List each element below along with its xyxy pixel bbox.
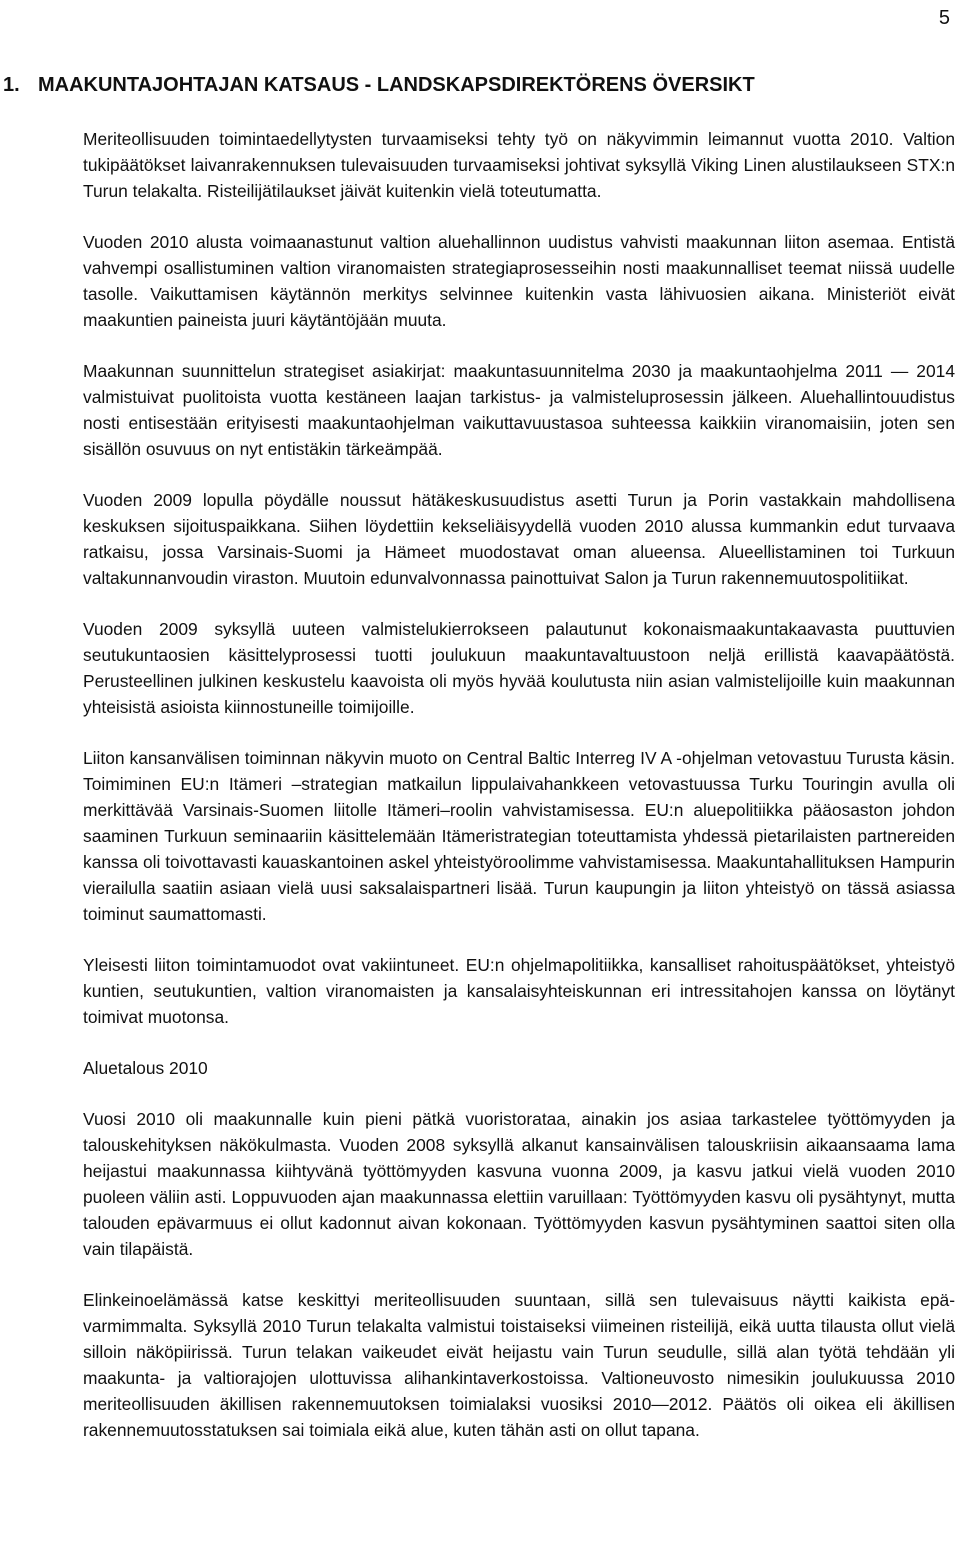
section-number: 1.	[3, 74, 20, 96]
paragraph-elinkeinoelama: Elinkeinoelämässä katse keskittyi meriteollisuuden suuntaan, sillä sen tulevaisuus näytti kaikista epävarmimmalta. Syksyllä 2010 Turun telakalta valmistui toistaiseksi viimeinen risteilijä, eikä uutta tilausta ollut vielä silloin näköpiirissä. Turun telakan vaikeudet eivät heijastu vain Turun seudulle, sillä alan työtä tehdään yli maakunta- ja valtiorajojen ulottuvissa alihankintaverkostoissa. Valtioneuvosto nimesikin joulukuussa 2010 meriteollisuuden äkillisen rakennemuutoksen toimialaksi vuosiksi 2010—2012. Päätös oli oikea eli äkillisen rakennemuutosstatuksen sai toimiala eikä alue, kuten tähän asti on ollut tapana.	[83, 1290, 955, 1440]
paragraph-hatakeskus: Vuoden 2009 lopulla pöydälle noussut hätäkeskusuudistus asetti Turun ja Porin vastakkain mahdollisena keskuksen sijoituspaikkana. Siihen löydettiin kekseliäisyydellä vuoden 2010 alussa kummankin edut turvaava ratkaisu, jossa Varsinais-Suomi ja Hämeet muodostavat oman alueensa. Alueellistaminen toi Turkuun valtakunnanvoudin viraston. Muutoin edunvalvonnassa painottuivat Salon ja Turun rakennemuutospolitiikat.	[83, 490, 955, 588]
paragraph-kansainvalinen-toiminta: Liiton kansanvälisen toiminnan näkyvin muoto on Central Baltic Interreg IV A -ohjelman vetovastuu Turusta käsin. Toimiminen EU:n Itämeri –strategian matkailun lippulaivahankkeen vetovastuussa Turku Touringin avulla oli merkittävää Varsinais-Suomen liitolle Itämeri–roolin vahvistamisessa. EU:n aluepolitiikka pääosaston johdon saaminen Turkuun seminaariin käsittelemään Itämeristrategian toteuttamista yhdessä pietarilaisten partnereiden kanssa oli toivottavasti kauaskantoinen askel yhteistyöroolimme vahvistamisessa. Maakuntahallituksen Hampurin vierailulla saatiin asiaan vielä uusi saksalaispartneri lisää. Turun kaupungin ja liiton yhteistyö on tässä asiassa toiminut saumattomasti.	[83, 748, 955, 924]
page-number: 5	[938, 7, 950, 29]
section-title: MAAKUNTAJOHTAJAN KATSAUS - LANDSKAPSDIREKTÖRENS ÖVERSIKT	[38, 74, 755, 96]
section-heading	[3, 72, 940, 98]
subheading-aluetalous: Aluetalous 2010	[83, 1058, 208, 1078]
paragraph-strategiset-asiakirjat: Maakunnan suunnittelun strategiset asiakirjat: maakuntasuunnitelma 2030 ja maakuntaohjelma 2011 — 2014 valmistuivat puolitoista vuotta kestäneen laajan tarkistus- ja valmisteluprosessin jälkeen. Aluehallintouudistus nosti entisestään erityisesti maakuntaohjelman vaikuttavuustasoa suhteessa kaikkiin viranomaisiin, joten sen sisällön osuvuus on nyt entistäkin tärkeämpää.	[83, 361, 955, 459]
paragraph-meriteollisuus: Meriteollisuuden toimintaedellytysten turvaamiseksi tehty työ on näkyvimmin leimannut vuotta 2010. Valtion tukipäätökset laivanrakennuksen tulevaisuuden turvaamiseksi johtivat syksyllä Viking Linen alustilaukseen STX:n Turun telakalta. Risteilijätilaukset jäivät kuitenkin vielä toteutumatta.	[83, 129, 955, 201]
document-body	[83, 126, 955, 1468]
paragraph-aluehallinto: Vuoden 2010 alusta voimaanastunut valtion aluehallinnon uudistus vahvisti maakunnan liiton asemaa. Entistä vahvempi osallistuminen valtion viranomaisten strategiaprosesseihin nosti maakunnalliset teemat niissä uudelle tasolle. Vaikuttamisen käytännön merkitys selvinnee kuitenkin vasta lähivuosien aikana. Ministeriöt eivät maakuntien paineista juuri käytäntöjään muuta.	[83, 232, 955, 330]
paragraph-aluetalous: Vuosi 2010 oli maakunnalle kuin pieni pätkä vuoristorataa, ainakin jos asiaa tarkastelee työttömyyden ja talouskehityksen näkökulmasta. Vuoden 2008 syksyllä alkanut kansainvälisen talouskriisin aikaansaama lama heijastui maakunnassa kiihtyvänä työttömyyden kasvuna vuonna 2009, ja kasvu jatkui vielä vuoden 2010 puoleen väliin asti. Loppuvuoden ajan maakunnassa elettiin varuillaan: Työttömyyden kasvu oli pysähtynyt, mutta talouden epävarmuus ei ollut kadonnut aivan kokonaan. Työttömyyden kasvun pysähtyminen saattoi siten olla vain tilapäistä.	[83, 1109, 955, 1259]
paragraph-toimintamuodot: Yleisesti liiton toimintamuodot ovat vakiintuneet. EU:n ohjelmapolitiikka, kansalliset rahoituspäätökset, yhteistyö kuntien, seutukuntien, valtion viranomaisten ja kansalaisyhteiskunnan eri intressitahojen kanssa on löytänyt toimivat muotonsa.	[83, 955, 955, 1027]
paragraph-maakuntakaava: Vuoden 2009 syksyllä uuteen valmistelukierrokseen palautunut kokonaismaakuntakaavasta puuttuvien seutukuntaosien käsittelyprosessi tuotti joulukuun maakuntavaltuustoon neljä erillistä kaavapäätöstä. Perusteellinen julkinen keskustelu kaavoista oli myös hyvää koulutusta niin asian valmistelijoille kuin maakunnan yhteisistä asioista kiinnostuneille toimijoille.	[83, 619, 955, 717]
